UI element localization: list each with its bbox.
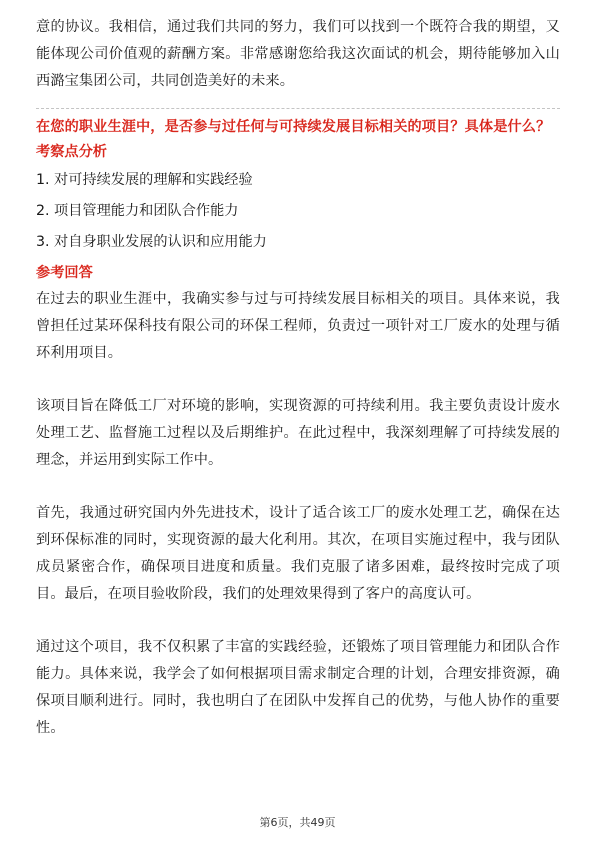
answer-paragraph: 该项目旨在降低工厂对环境的影响，实现资源的可持续利用。我主要负责设计废水处理工艺、监督施工过程以及后期维护。在此过程中，我深刻理解了可持续发展的理念，并运用到实际工作中。 (36, 398, 560, 468)
answer-heading: 参考回答 (36, 265, 93, 281)
analysis-list (36, 165, 560, 258)
answer-paragraph: 首先，我通过研究国内外先进技术，设计了适合该工厂的废水处理工艺，确保在达到环保标准的同时，实现资源的最大化利用。其次，在项目实施过程中，我与团队成员紧密合作，确保项目进度和质量。我们克服了诸多困难，最终按时完成了项目。最后，在项目验收阶段，我们的处理效果得到了客户的高度认可。 (36, 505, 560, 602)
answer-paragraph: 在过去的职业生涯中，我确实参与过与可持续发展目标相关的项目。具体来说，我曾担任过某环保科技有限公司的环保工程师，负责过一项针对工厂废水的处理与循环利用项目。 (36, 291, 560, 361)
section-divider (36, 108, 560, 109)
analysis-item: 2. 项目管理能力和团队合作能力 (36, 203, 239, 219)
answer-paragraph: 通过这个项目，我不仅积累了丰富的实践经验，还锻炼了项目管理能力和团队合作能力。具体来说，我学会了如何根据项目需求制定合理的计划，合理安排资源，确保项目顺利进行。同时，我也明白了在团队中发挥自己的优势，与他人协作的重要性。 (36, 639, 560, 736)
intro-paragraph: 意的协议。我相信，通过我们共同的努力，我们可以找到一个既符合我的期望，又能体现公司价值观的薪酬方案。非常感谢您给我这次面试的机会，期待能够加入山西潞宝集团公司，共同创造美好的未来。 (36, 19, 560, 89)
document-page (36, 14, 560, 742)
analysis-item: 3. 对自身职业发展的认识和应用能力 (36, 234, 267, 250)
page-number: 第6页，共49页 (259, 816, 336, 829)
analysis-item: 1. 对可持续发展的理解和实践经验 (36, 172, 253, 188)
analysis-heading: 考察点分析 (36, 144, 107, 160)
interview-question: 在您的职业生涯中，是否参与过任何与可持续发展目标相关的项目？具体是什么？ (36, 119, 551, 135)
